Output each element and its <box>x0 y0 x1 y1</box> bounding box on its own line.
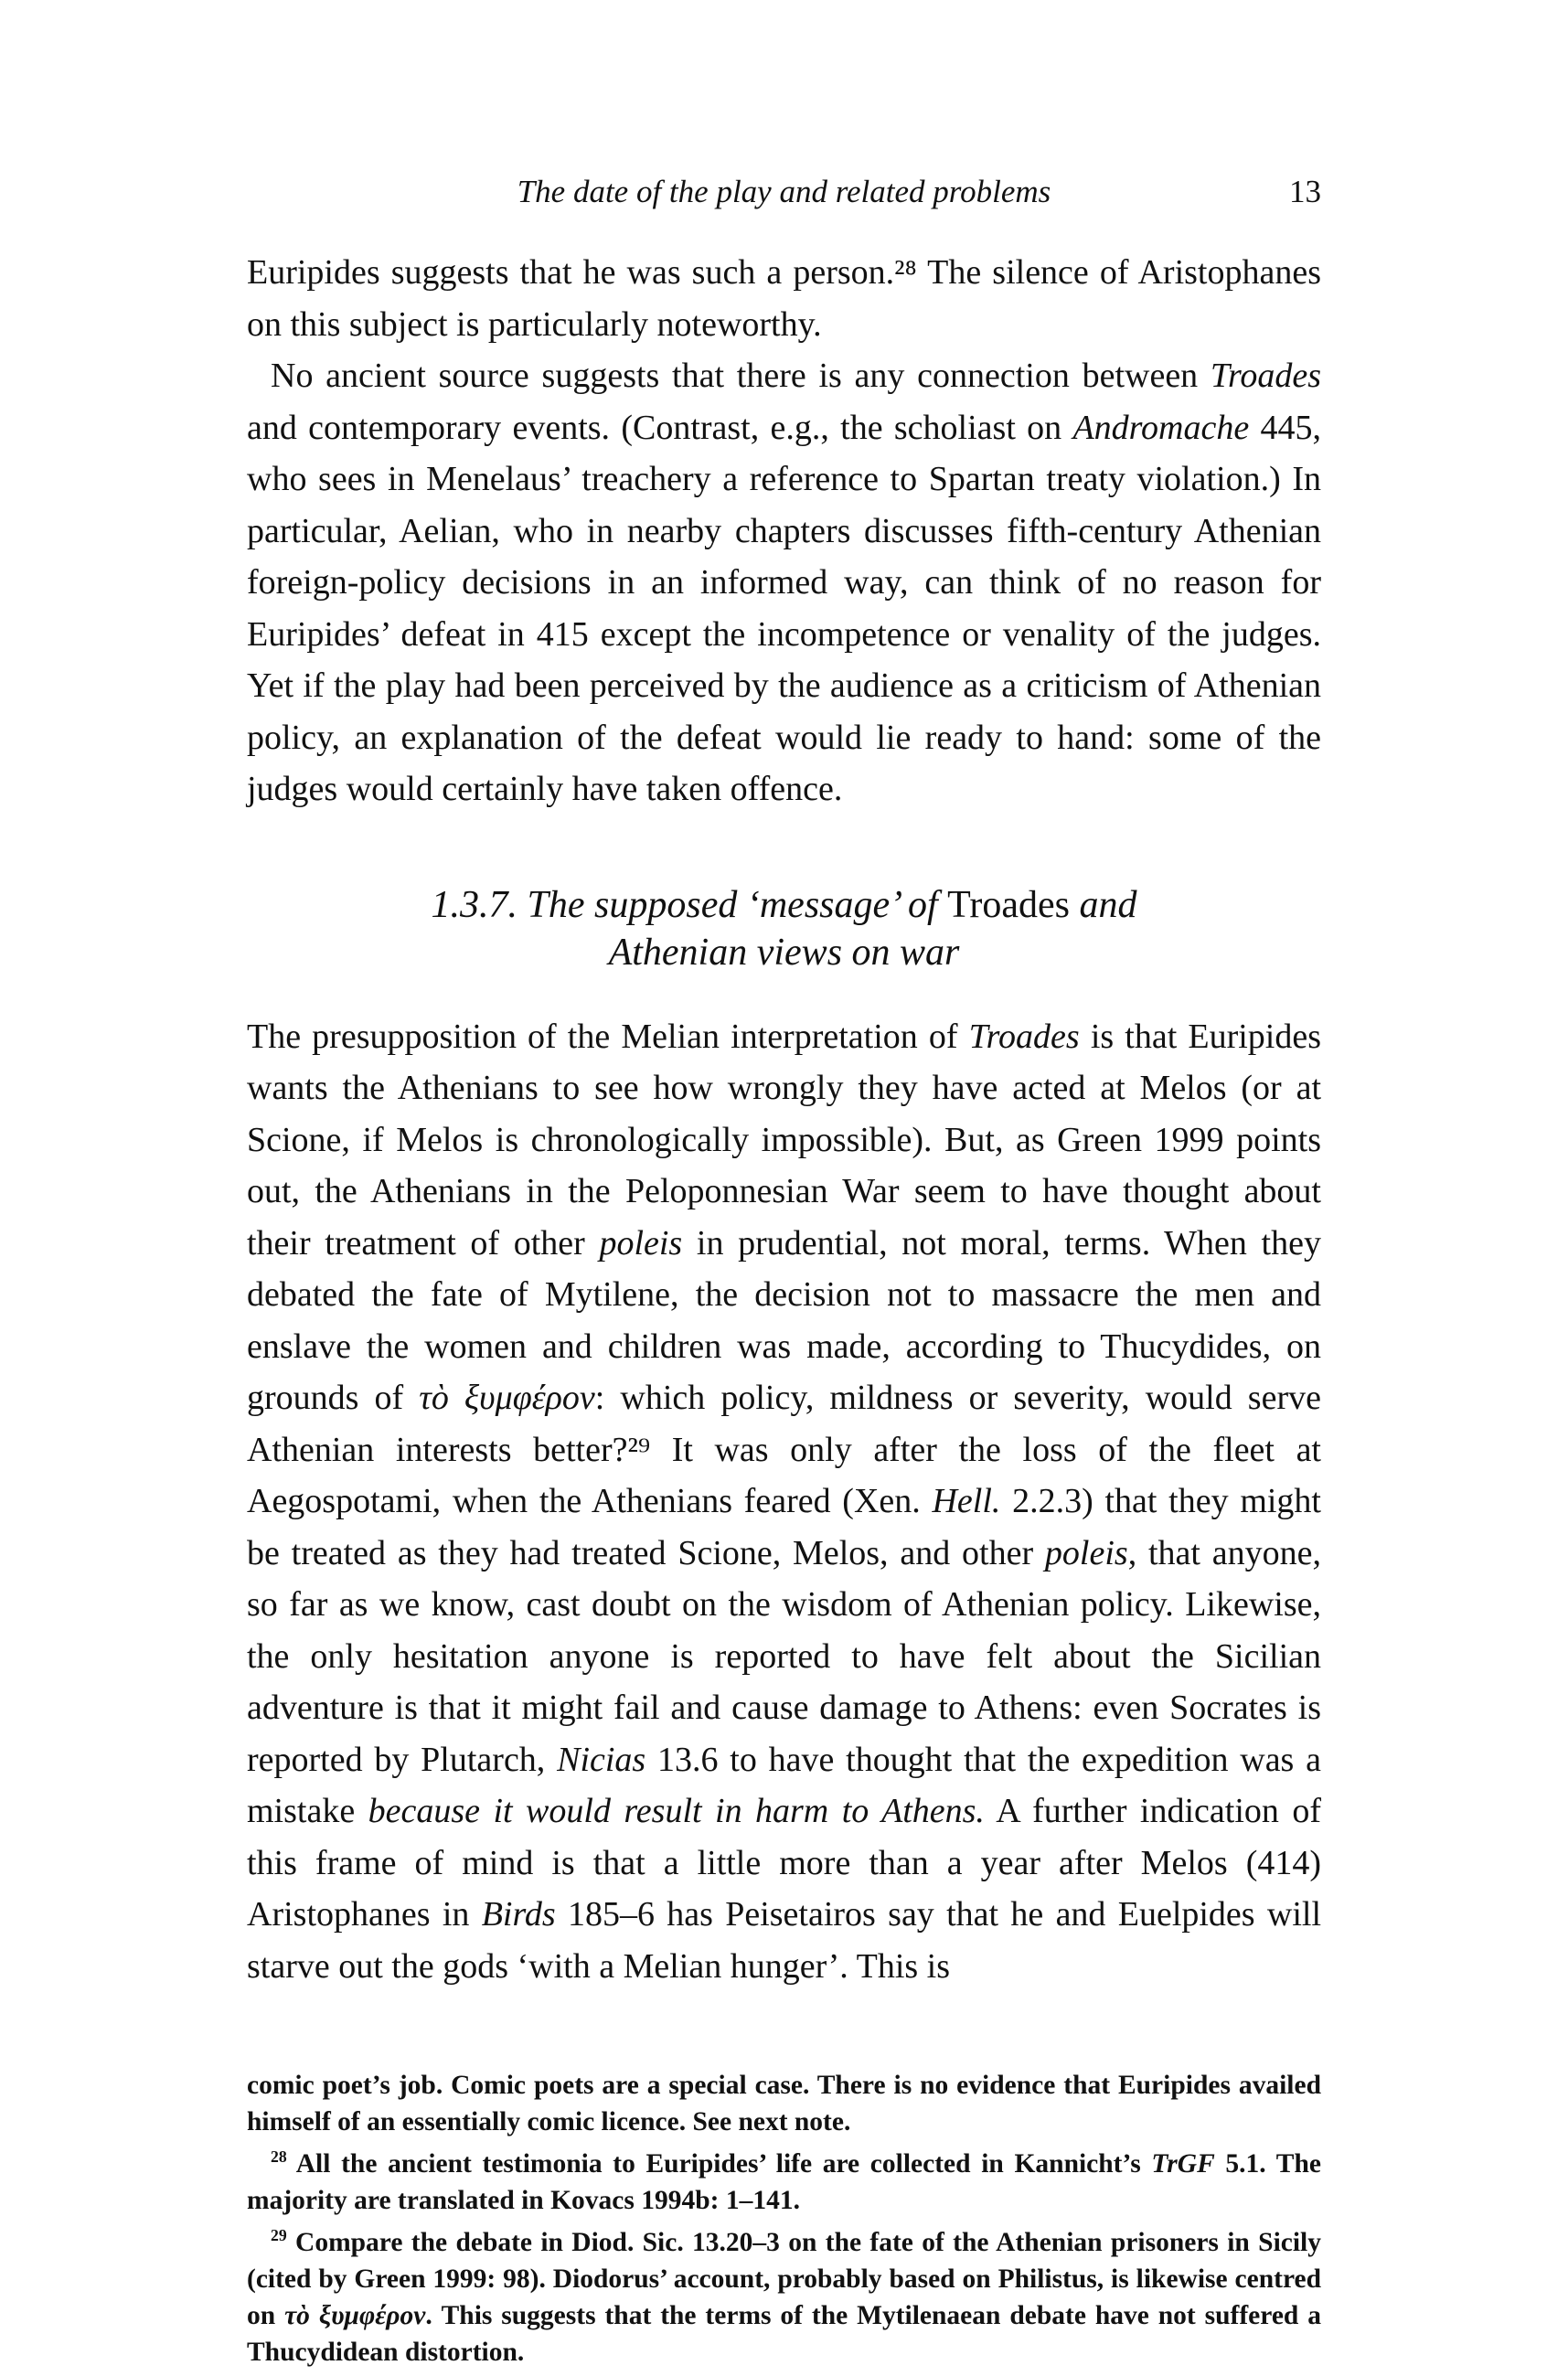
page-number: 13 <box>1289 174 1321 209</box>
greek-phrase: τὸ ξυμφέρον <box>419 1379 595 1417</box>
book-page <box>247 174 1321 2376</box>
footnotes <box>247 2067 1321 2371</box>
title-birds: Birds <box>481 1895 556 1934</box>
section-heading <box>247 881 1321 976</box>
title-hell: Hell. <box>932 1482 1001 1520</box>
footnote-marker: 29 <box>271 2226 287 2245</box>
footnote-marker: 28 <box>271 2147 287 2167</box>
term-poleis: poleis <box>599 1223 683 1263</box>
text-run: and contemporary events. (Contrast, e.g., the scholiast on <box>247 408 1073 447</box>
footnote-28: $^{28}$ All the ancient testimonia to Euripides’ life are collected in Kannicht’s TrGF 5.1. The majority are translated in Kovacs 1994b: 1–141. <box>247 2147 1321 2215</box>
section-heading-line-1: 1.3.7. The supposed ‘message’ of Troades and <box>431 883 1137 926</box>
title-troades: Troades <box>968 1017 1080 1056</box>
running-head-title: The date of the play and related problems <box>517 174 1051 209</box>
title-nicias: Nicias <box>557 1740 646 1779</box>
paragraph-1: Euripides suggests that he was such a person.²⁸ The silence of Aristophanes on this subject is particularly noteworthy. <box>247 253 1321 344</box>
section-paragraph: The presupposition of the Melian interpretation of Troades is that Euripides wants the Athenians to see how wrongly they have acted at Melos (or at Scione, if Melos is chronologically impossible). But, as Green 1999 points out, the Athenians in the Peloponnesian War seem to have thought about their treatment of other poleis in prudential, not moral, terms. When they debated the fate of Mytilene, the decision not to massacre the men and enslave the women and children was made, according to Thucydides, on grounds of τὸ ξυμφέρον: which policy, mildness or severity, would serve Athenian interests better?²⁹ It was only after the loss of the fleet at Aegospotami, when the Athenians feared (Xen. Hell. 2.2.3) that they might be treated as they had treated Scione, Melos, and other poleis, that anyone, so far as we know, cast doubt on the wisdom of Athenian policy. Likewise, the only hesitation anyone is reported to have felt about the Sicilian adventure is that it might fail and cause damage to Athens: even Socrates is reported by Plutarch, Nicias 13.6 to have thought that the expedition was a mistake because it would result in harm to Athens. A further indication of this frame of mind is that a little more than a year after Melos (414) Aristophanes in Birds 185–6 has Peisetairos say that he and Euelpides will starve out the gods ‘with a Melian hunger’. This is <box>247 1017 1322 1986</box>
running-head <box>247 174 1321 219</box>
title-troades: Troades <box>1210 357 1321 395</box>
text-run: No ancient source suggests that there is any connection between <box>271 357 1211 395</box>
footnote-29: $^{29}$ Compare the debate in Diod. Sic. 13.20–3 on the fate of the Athenian prisoners in Sicily (cited by Green 1999: 98). Diodorus’ account, probably based on Philistus, is likewise centred on τὸ ξυμφέρον. This suggests that the terms of the Mytilenaean debate have not suffered a Thucydidean distortion. <box>247 2226 1321 2367</box>
title-andromache: Andromache <box>1072 408 1250 447</box>
paragraph-2 <box>247 350 1321 815</box>
emphasis-phrase: because it would result in harm to Athens. <box>368 1792 985 1830</box>
footnote-continuation: comic poet’s job. Comic poets are a special case. There is no evidence that Euripides availed himself of an essentially comic licence. See next note. <box>247 2071 1321 2136</box>
section-heading-line-2: Athenian views on war <box>608 931 960 974</box>
greek-phrase: τὸ ξυμφέρον <box>284 2301 426 2330</box>
title-trgf: TrGF <box>1151 2149 1215 2179</box>
text-run: 445, who sees in Menelaus’ treachery a reference to Spartan treaty violation.) In particular, Aelian, who in nearby chapters discusses fifth-century Athenian foreign-policy decisions in an informed way, can think of no reason for Euripides’ defeat in 415 except the incompetence or venality of the judges. Yet if the play had been perceived by the audience as a criticism of Athenian policy, an explanation of the defeat would lie ready to hand: some of the judges would certainly have taken offence. <box>247 408 1322 808</box>
opening-text <box>247 247 1321 815</box>
title-troades: Troades <box>947 883 1070 926</box>
term-poleis: poleis <box>1044 1533 1128 1572</box>
